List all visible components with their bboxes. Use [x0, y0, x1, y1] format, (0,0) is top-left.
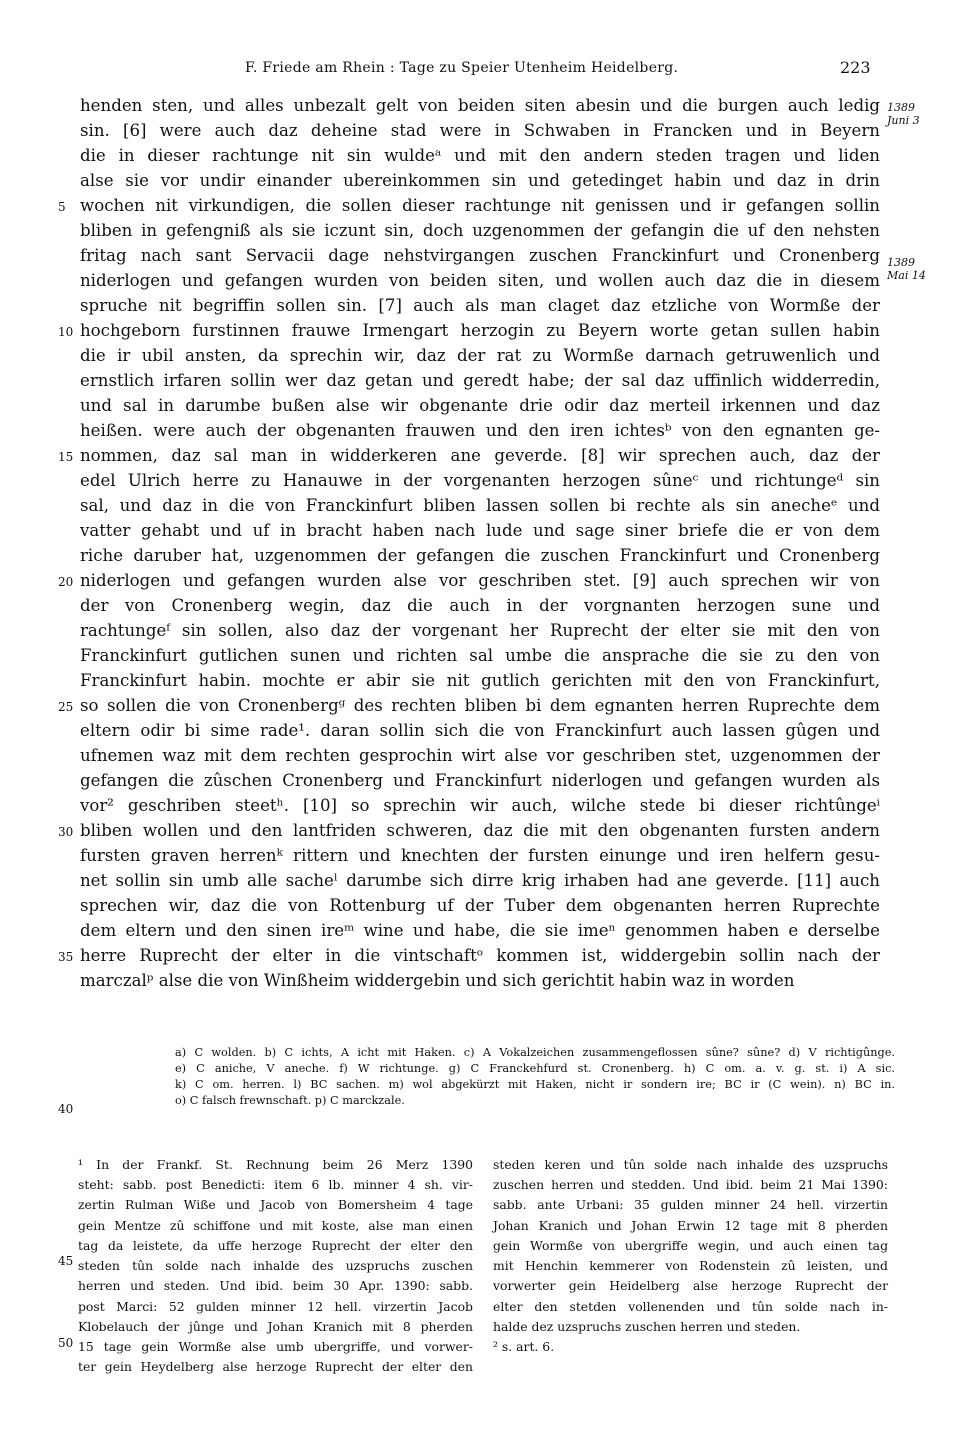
line-number: 10	[58, 325, 74, 339]
commentary-line: Johan Kranich und Johan Erwin 12 tage mit 8 pherden	[493, 1218, 888, 1233]
line-number: 30	[58, 825, 74, 839]
text-line: Franckinfurt habin. mochte er abir sie nit gutlich gerichten mit den von Franckinfurt,	[80, 671, 880, 690]
commentary-line: steden tûn solde nach inhalde des uzspruchs zuschen	[78, 1258, 473, 1273]
text-line: gefangen die zûschen Cronenberg und Franckinfurt niderlogen und gefangen wurden als	[80, 771, 880, 790]
commentary-line: zertin Rulman Wiße und Jacob von Bomersheim 4 tage	[78, 1197, 473, 1212]
text-line: herre Ruprecht der elter in die vintschaftᵒ kommen ist, widdergebin sollin nach der	[80, 946, 880, 965]
text-line: niderlogen und gefangen wurden von beiden siten, und wollen auch daz die in diesem	[80, 271, 880, 290]
text-line: marczalᵖ alse die von Winßheim widdergebin und sich gerichtit habin waz in worden	[80, 971, 795, 990]
line-number: 35	[58, 950, 74, 964]
commentary-line: herren und steden. Und ibid. beim 30 Apr. 1390: sabb.	[78, 1278, 473, 1293]
line-number: 45	[58, 1254, 74, 1268]
text-line: spruche nit begriffin sollen sin. [7] auch als man claget daz etzliche von Wormße der	[80, 296, 880, 315]
text-line: riche daruber hat, uzgenommen der gefangen die zuschen Franckinfurt und Cronenberg	[80, 546, 880, 565]
text-line: fursten graven herrenᵏ rittern und knechten der fursten einunge und iren helfern gesu-	[80, 846, 880, 865]
commentary-line: ter gein Heydelberg alse herzoge Ruprecht der elter den	[78, 1359, 473, 1374]
text-line: vor² geschriben steetʰ. [10] so sprechin wir auch, wilche stede bi dieser richtûngeⁱ	[80, 796, 880, 815]
text-line: wochen nit virkundigen, die sollen dieser rachtunge nit genissen und ir gefangen sollin	[80, 196, 880, 215]
margin-note-date	[887, 256, 947, 282]
text-line: so sollen die von Cronenbergᵍ des rechten bliben bi dem egnanten herren Ruprechte dem	[80, 696, 880, 715]
text-line: und sal in darumbe bußen alse wir obgenante drie odir daz merteil irkennen und daz	[80, 396, 880, 415]
line-number: 25	[58, 700, 74, 714]
commentary-line: 15 tage gein Wormße alse umb ubergriffe, und vorwer-	[78, 1339, 473, 1354]
text-line: bliben in gefengniß als sie iczunt sin, doch uzgenommen der gefangin die uf den nehsten	[80, 221, 880, 240]
text-line: bliben wollen und den lantfriden schweren, daz die mit den obgenanten fursten andern	[80, 821, 880, 840]
page-number: 223	[840, 58, 871, 77]
text-line: fritag nach sant Servacii dage nehstvirgangen zuschen Franckinfurt und Cronenberg	[80, 246, 880, 265]
commentary-line: ² s. art. 6.	[493, 1339, 555, 1354]
commentary-line: tag da leistete, da uffe herzoge Ruprecht der elter den	[78, 1238, 473, 1253]
commentary-line: steht: sabb. post Benedicti: item 6 lb. minner 4 sh. vir-	[78, 1177, 473, 1192]
text-line: eltern odir bi sime rade¹. daran sollin sich die von Franckinfurt auch lassen gûgen und	[80, 721, 880, 740]
commentary-line: post Marci: 52 gulden minner 12 hell. virzertin Jacob	[78, 1299, 473, 1314]
text-line: dem eltern und den sinen ireᵐ wine und habe, die sie imeⁿ genommen haben e derselbe	[80, 921, 880, 940]
text-line: ufnemen waz mit dem rechten gesprochin wirt alse vor geschriben stet, uzgenommen der	[80, 746, 880, 765]
commentary-line: ¹ In der Frankf. St. Rechnung beim 26 Merz 1390	[78, 1157, 473, 1172]
text-line: ernstlich irfaren sollin wer daz getan und geredt habe; der sal daz uffinlich widderredin,	[80, 371, 880, 390]
margin-note-day: Mai 14	[887, 269, 926, 282]
margin-note-year: 1389	[887, 256, 915, 269]
text-line: rachtungeᶠ sin sollen, also daz der vorgenant her Ruprecht der elter sie mit den von	[80, 621, 880, 640]
text-line: vatter gehabt und uf in bracht haben nach lude und sage siner briefe die er von dem	[80, 521, 880, 540]
text-line: sprechen wir, daz die von Rottenburg uf der Tuber dem obgenanten herren Ruprechte	[80, 896, 880, 915]
text-line: henden sten, und alles unbezalt gelt von beiden siten abesin und die burgen auch ledig	[80, 96, 880, 115]
commentary-line: Klobelauch der jûnge und Johan Kranich mit 8 pherden	[78, 1319, 473, 1334]
text-line: edel Ulrich herre zu Hanauwe in der vorgenanten herzogen sûneᶜ und richtungeᵈ sin	[80, 471, 880, 490]
footnote-line: e) C aniche, V aneche. f) W richtunge. g) C Franckehfurd st. Cronenberg. h) C om. a. v. g. st. i) A sic.	[175, 1062, 895, 1075]
footnote-line: k) C om. herren. l) BC sachen. m) wol abgekürzt mit Haken, nicht ir sondern ire; BC ir (C wein). n) BC in.	[175, 1078, 895, 1091]
running-title: F. Friede am Rhein : Tage zu Speier Utenheim Heidelberg.	[245, 60, 679, 76]
line-number: 15	[58, 450, 74, 464]
margin-note-day: Juni 3	[887, 114, 920, 127]
margin-note-date	[887, 101, 947, 127]
commentary-line: sabb. ante Urbani: 35 gulden minner 24 hell. virzertin	[493, 1197, 888, 1212]
text-line: die ir ubil ansten, da sprechin wir, daz der rat zu Wormße darnach getruwenlich und	[80, 346, 880, 365]
commentary-line: steden keren und tûn solde nach inhalde des uzspruchs	[493, 1157, 888, 1172]
text-line: Franckinfurt gutlichen sunen und richten sal umbe die ansprache die sie zu den von	[80, 646, 880, 665]
margin-note-year: 1389	[887, 101, 915, 114]
commentary-line: zuschen herren und stedden. Und ibid. beim 21 Mai 1390:	[493, 1177, 888, 1192]
text-line: niderlogen und gefangen wurden alse vor geschriben stet. [9] auch sprechen wir von	[80, 571, 880, 590]
text-line: sal, und daz in die von Franckinfurt bliben lassen sollen bi rechte als sin anecheᵉ und	[80, 496, 880, 515]
footnote-line: a) C wolden. b) C ichts, A icht mit Haken. c) A Vokalzeichen zusammengeflossen sûne? sûne? d) V richtigûnge.	[175, 1046, 895, 1059]
commentary-line: gein Mentze zû schiffone und mit koste, alse man einen	[78, 1218, 473, 1233]
text-line: net sollin sin umb alle sacheˡ darumbe sich dirre krig irhaben had ane geverde. [11] auch	[80, 871, 880, 890]
text-line: heißen. were auch der obgenanten frauwen und den iren ichtesᵇ von den egnanten ge-	[80, 421, 880, 440]
text-line: hochgeborn furstinnen frauwe Irmengart herzogin zu Beyern worte getan sullen habin	[80, 321, 880, 340]
commentary-line: mit Henchin kemmerer von Rodenstein zû leisten, und	[493, 1258, 888, 1273]
commentary-line: vorwerter gein Heidelberg alse herzoge Ruprecht der	[493, 1278, 888, 1293]
line-number: 20	[58, 575, 74, 589]
line-number: 5	[58, 200, 66, 214]
text-line: nommen, daz sal man in widderkeren ane geverde. [8] wir sprechen auch, daz der	[80, 446, 880, 465]
commentary-line: elter den stetden vollenenden und tûn solde nach in-	[493, 1299, 888, 1314]
footnote-line: o) C falsch frewnschaft. p) C marckzale.	[175, 1094, 405, 1107]
line-number: 50	[58, 1336, 74, 1350]
text-line: sin. [6] were auch daz deheine stad were in Schwaben in Francken und in Beyern	[80, 121, 880, 140]
text-line: der von Cronenberg wegin, daz die auch in der vorgnanten herzogen sune und	[80, 596, 880, 615]
text-line: alse sie vor undir einander ubereinkommen sin und getedinget habin und daz in drin	[80, 171, 880, 190]
text-line: die in dieser rachtunge nit sin wuldeᵃ und mit den andern steden tragen und liden	[80, 146, 880, 165]
commentary-line: gein Wormße von ubergriffe wegin, und auch einen tag	[493, 1238, 888, 1253]
commentary-line: halde dez uzspruchs zuschen herren und steden.	[493, 1319, 801, 1334]
line-number: 40	[58, 1102, 74, 1116]
